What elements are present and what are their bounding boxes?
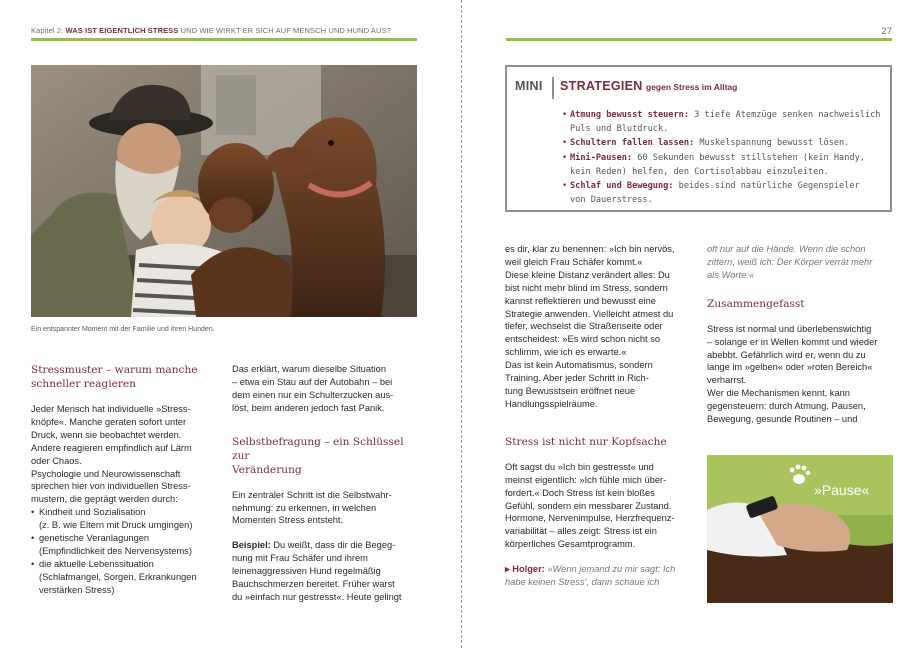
right-column-2 (707, 243, 895, 426)
family-dogs-photo (31, 65, 417, 317)
left-column-1 (31, 363, 221, 597)
list-item: • Kindheit und Sozialisation (z. B. wie Eltern mit Druck umgingen) (31, 506, 221, 532)
example-paragraph: Beispiel: Du weißt, dass dir die Begeg- nung mit Frau Schäfer und ihrem leinenaggressiven Hund regelmäßig Bauchschmerzen bereitet. Früher warst du »einfach nur gestresst«. Heute gelingt (232, 540, 402, 602)
mini-label: MINI (515, 79, 543, 93)
left-column-2 (232, 363, 422, 604)
box-divider (552, 77, 554, 99)
header-rule (506, 38, 892, 41)
header-rule (31, 38, 417, 41)
section-heading-zusammengefasst: Zusammengefasst (707, 297, 805, 310)
list-item: • Atmung bewusst steuern: 3 tiefe Atemzüge senken nachweislich (562, 108, 882, 122)
paragraph: Jeder Mensch hat individuelle »Stress- knöpfe«. Manche geraten sofort unter Druck, wenn sie beobachtet werden. Andere reagieren empfindlich auf Lärm oder Chaos. Psychologie und Neurowissenschaft sprechen hier von individuellen Stress- mustern, die geprägt werden durch: (31, 404, 192, 505)
photo-caption: Ein entspannter Moment mit der Familie und ihren Hunden. (31, 326, 215, 333)
paragraph: Das erklärt, warum dieselbe Situation – etwa ein Stau auf der Autobahn – bei dem einen nur ein Schulterzucken aus- löst, beim anderen jedoch fast Panik. (232, 364, 394, 413)
list-item: • die aktuelle Lebenssituation (Schlafmangel, Sorgen, Erkrankungen verstärken Stress) (31, 558, 221, 597)
influence-list (31, 506, 221, 596)
page-number: 27 (881, 26, 892, 37)
example-label: Beispiel: (232, 540, 271, 551)
quote-marker: ▸ Holger: (505, 564, 545, 575)
pause-photo (707, 455, 893, 603)
paragraph: Ein zentraler Schritt ist die Selbstwahr- nehmung: zu erkennen, in welchen Momenten Stress entsteht. (232, 489, 392, 526)
section-heading-stressmuster: Stressmuster – warum manche schneller reagieren (31, 364, 198, 390)
section-heading-selbstbefragung: Selbstbefragung – ein Schlüssel zur Veränderung (232, 435, 404, 476)
holger-quote: ▸ Holger: »Wenn jemand zu mir sagt: Ich habe keinen Stress', dann schaue ich (505, 564, 676, 588)
list-item: • Mini-Pausen: 60 Sekunden bewusst stillstehen (kein Handy, (562, 151, 882, 165)
strategies-label: STRATEGIEN (560, 79, 643, 93)
paragraph: Stress ist normal und überlebenswichtig – solange er in Wellen kommt und wieder abebbt. Gefährlich wird er, wenn du zu lange im »gelben« oder »roten Bereich« verharrst. Wer die Mechanismen kennt, kann gegensteuern: durch Atmung, Pausen, Bewegung, gesunde Routinen – und (707, 323, 878, 425)
list-item: • Schultern fallen lassen: Muskelspannung bewusst lösen. (562, 136, 882, 150)
mini-strategies-box (505, 65, 892, 212)
holger-quote-continued: oft nur auf die Hände. Wenn die schon zittern, weiß ich: Der Körper verrät mehr als Worte.« (707, 244, 873, 280)
pause-label: »Pause« (814, 482, 870, 498)
list-item: • Schlaf und Bewegung: beides sind natürliche Gegenspieler (562, 179, 882, 193)
chapter-prefix: Kapitel 2: (31, 26, 64, 35)
right-page (462, 0, 924, 648)
paragraph: es dir, klar zu benennen: »Ich bin nervös, weil gleich Frau Schäfer kommt.« Diese kleine Distanz verändert alles: Du bist nicht mehr blind im Stress, sondern kannst reflektieren und bewusst eine Strategie anwenden. Vielleicht atmest du tiefer, wechselst die Straßenseite oder entscheidest: »Es wird schon nicht so schlimm, wie ich es erwarte.« Das ist kein Automatismus, sondern Training. Aber jeder Schritt in Rich- tung Bewusstsein eröffnet neue Handlungsspielräume. (505, 244, 675, 409)
strategies-list: • Atmung bewusst steuern: 3 tiefe Atemzüge senken nachweislich Puls und Blutdruck. • Schultern fallen lassen: Muskelspannung bewusst lösen. • Mini-Pausen: 60 Sekunden bewusst stillstehen (kein Handy, kein Reden) helfen, den Cortisolabbau einzuleiten. • Schlaf und Bewegung: beides sind natürliche Gegenspieler von Dauerstress. (562, 108, 882, 207)
paragraph: Oft sagst du »Ich bin gestresst« und meinst eigentlich: »Ich fühle mich über- fordert.« Doch Stress ist kein bloßes Gefühl, sondern ein messbarer Zustand. Hormone, Nervenimpulse, Herzfrequenz- variabilität – alles zeigt: Stress ist ein körperliches Gesamtprogramm. (505, 461, 675, 550)
chapter-header (31, 26, 391, 35)
right-column-1 (505, 243, 697, 589)
list-item: • genetische Veranlagungen (Empfindlichkeit des Nervensystems) (31, 532, 221, 558)
section-heading-kopfsache: Stress ist nicht nur Kopfsache (505, 435, 667, 448)
strategies-subtitle: gegen Stress im Alltag (646, 82, 738, 92)
chapter-rest: UND WIE WIRKT ER SICH AUF MENSCH UND HUND AUS? (180, 26, 391, 35)
chapter-accent: WAS IST EIGENTLICH STRESS (65, 26, 179, 35)
